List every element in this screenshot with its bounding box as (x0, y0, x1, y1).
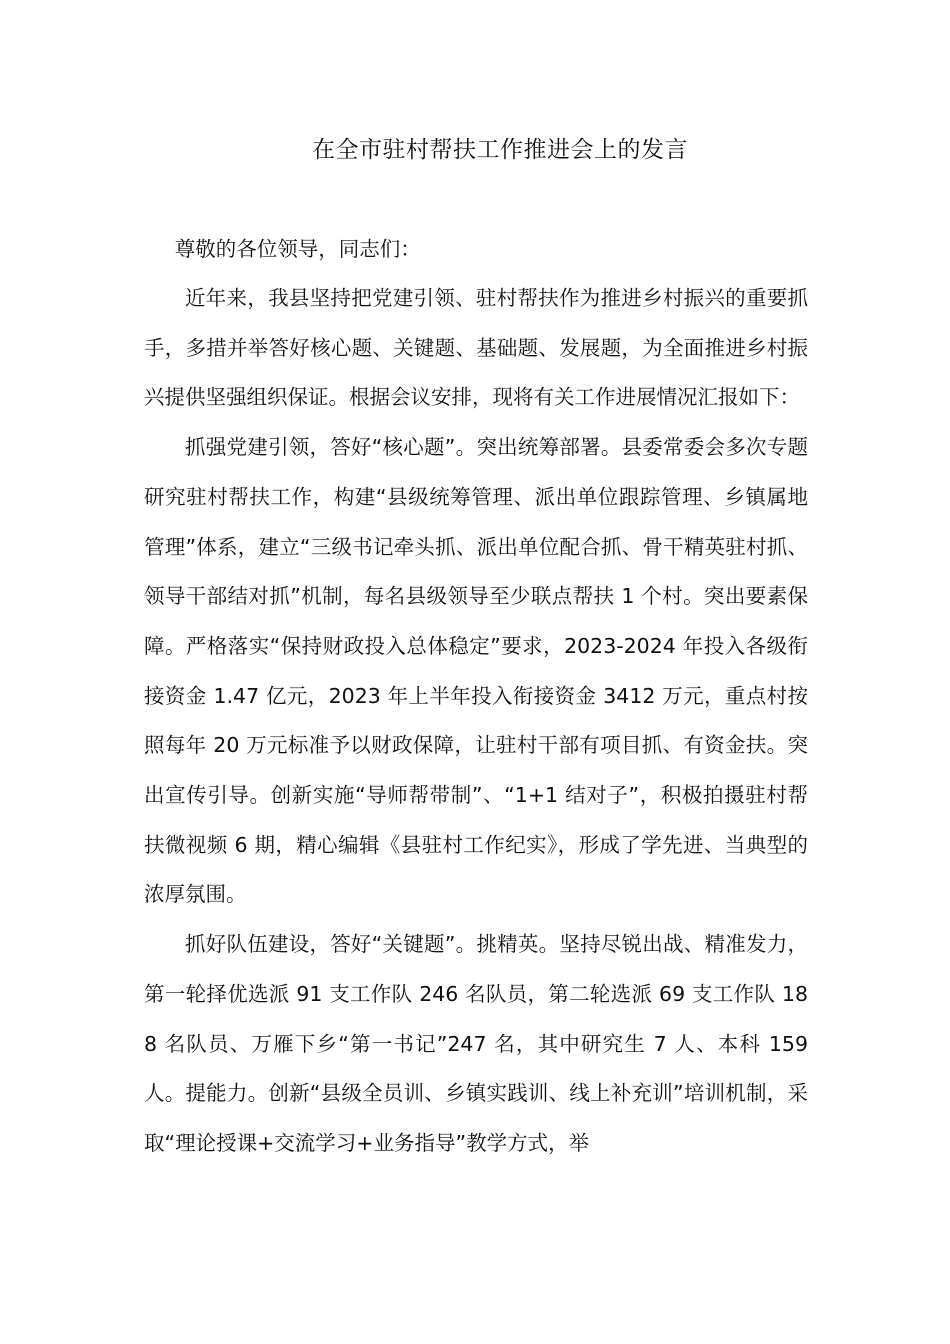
document-body (144, 224, 808, 1169)
paragraph-party-building: 抓强党建引领，答好“核心题”。突出统筹部署。县委常委会多次专题研究驻村帮扶工作，构建“县级统筹管理、派出单位跟踪管理、乡镇属地管理”体系，建立“三级书记牵头抓、派出单位配合抓、骨干精英驻村抓、领导干部结对抓”机制，每名县级领导至少联点帮扶 1 个村。突出要素保障。严格落实“保持财政投入总体稳定”要求，2023-2024 年投入各级衔接资金 1.47 亿元，2023 年上半年投入衔接资金 3412 万元，重点村按照每年 20 万元标准予以财政保障，让驻村干部有项目抓、有资金扶。突出宣传引导。创新实施“导师帮带制”、“1+1 结对子”，积极拍摄驻村帮扶微视频 6 期，精心编辑《县驻村工作纪实》，形成了学先进、当典型的浓厚氛围。 (144, 435, 808, 907)
document-title: 在全市驻村帮扶工作推进会上的发言 (312, 137, 688, 163)
salutation: 尊敬的各位领导，同志们： (174, 237, 421, 261)
paragraph-team-building: 抓好队伍建设，答好“关键题”。挑精英。坚持尽锐出战、精准发力，第一轮择优选派 91 支工作队 246 名队员，第二轮选派 69 支工作队 188 名队员、万雁下乡“第一书记”247 名，其中研究生 7 人、本科 159 人。提能力。创新“县级全员训、乡镇实践训、线上补充训”培训机制，采取“理论授课+交流学习+业务指导”教学方式，举 (144, 932, 808, 1155)
paragraph-intro: 近年来，我县坚持把党建引领、驻村帮扶作为推进乡村振兴的重要抓手，多措并举答好核心题、关键题、基础题、发展题，为全面推进乡村振兴提供坚强组织保证。根据会议安排，现将有关工作进展情况汇报如下： (144, 286, 808, 410)
